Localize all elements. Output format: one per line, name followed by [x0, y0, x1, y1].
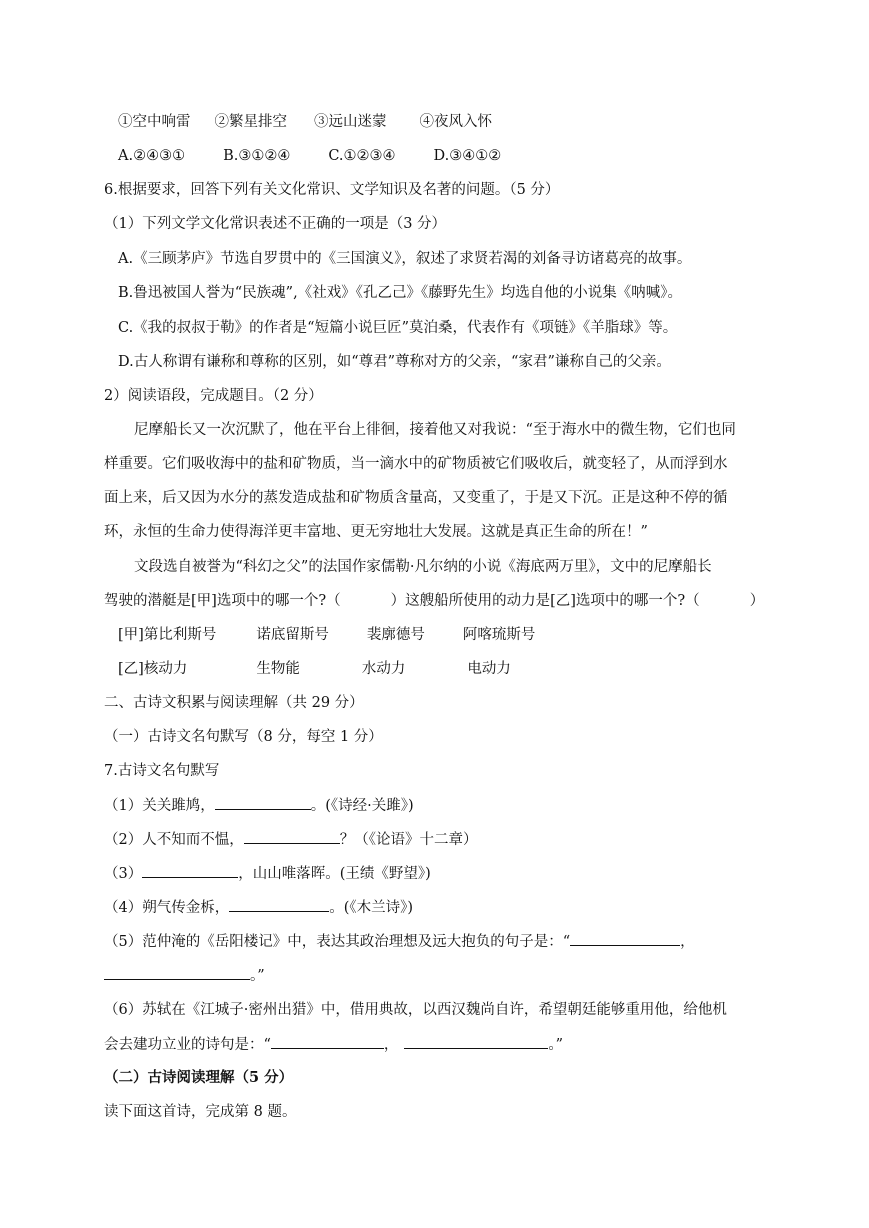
item-text: （1）关关雎鸠，: [104, 798, 215, 814]
q7-item-4: [104, 897, 413, 918]
item-text: ，: [383, 1037, 399, 1053]
q6-sub2-title: 2）阅读语段，完成题目。（2 分）: [104, 388, 323, 404]
q7-item-6: （6）苏轼在《江城子·密州出猎》中，借用典故，以西汉魏尚自许，希望朝廷能够重用他，给他机: [104, 1002, 727, 1018]
passage-line: 面上来，后又因为水分的蒸发造成盐和矿物质含量高，又变重了，于是又下沉。正是这种不停的循: [104, 490, 728, 506]
q8-intro: 读下面这首诗，完成第 8 题。: [104, 1104, 297, 1120]
q5-option: ④夜风入怀: [419, 114, 492, 130]
item-text: （3）: [104, 866, 143, 882]
jia-option: [甲]第比利斯号: [118, 627, 217, 643]
q5-option: ①空中响雷: [118, 114, 191, 130]
passage-line: 环，永恒的生命力使得海洋更丰富地、更无穷地壮大发展。这就是真正生命的所在！”: [104, 524, 648, 540]
fill-blank[interactable]: [142, 863, 238, 878]
yi-option: 电动力: [467, 661, 511, 677]
q7-item-1: [104, 795, 414, 816]
fill-blank[interactable]: [570, 931, 680, 946]
fill-blank[interactable]: [104, 965, 250, 980]
item-text: （5）范仲淹的《岳阳楼记》中，表达其政治理想及远大抱负的句子是：“: [104, 934, 571, 950]
q6-question-line-2: [104, 591, 764, 611]
passage-line: 尼摩船长又一次沉默了，他在平台上徘徊，接着他又对我说：“至于海水中的微生物，它们也同: [134, 422, 736, 438]
q7-item-5: [104, 931, 695, 952]
q5-choice-d: D.③④①②: [433, 148, 502, 164]
q5-choice-c: C.①②③④: [328, 148, 396, 164]
q5-option: ③远山迷蒙: [314, 114, 387, 130]
fill-blank[interactable]: [229, 897, 329, 912]
q7-item-2: [104, 829, 477, 850]
yi-option: [乙]核动力: [118, 661, 188, 677]
q6-option-d: D.古人称谓有谦称和尊称的区别，如“尊君”尊称对方的父亲，“家君”谦称自己的父亲。: [118, 354, 671, 370]
item-text: 。”: [250, 968, 265, 984]
q6-question-line: 文段选自被誉为“科幻之父”的法国作家儒勒·凡尔纳的小说《海底两万里》，文中的尼摩船长: [134, 559, 712, 575]
q7-item-6-cont: [104, 1034, 563, 1055]
q5-option: ②繁星排空: [214, 114, 287, 130]
section2-part2-title: （二）古诗阅读理解（5 分）: [104, 1069, 294, 1086]
fill-blank[interactable]: [244, 829, 340, 844]
item-text: （2）人不知而不愠，: [104, 832, 244, 848]
q6-option-c: C.《我的叔叔于勒》的作者是“短篇小说巨匠”莫泊桑，代表作有《项链》《羊脂球》等。: [118, 320, 678, 336]
q6-option-a: A.《三顾茅庐》节选自罗贯中的《三国演义》，叙述了求贤若渴的刘备寻访诸葛亮的故事。: [118, 251, 692, 267]
q6-title: 6.根据要求，回答下列有关文化常识、文学知识及名著的问题。（5 分）: [104, 182, 560, 198]
q7-item-3: [104, 863, 431, 884]
q5-choice-b: B.③①②④: [223, 148, 291, 164]
q5-options-row: [118, 112, 492, 132]
fill-blank[interactable]: [215, 795, 311, 810]
q6-question-part: ）: [749, 593, 765, 609]
q5-choices-row: [118, 146, 501, 166]
fill-blank[interactable]: [404, 1034, 548, 1049]
passage-line: 样重要。它们吸收海中的盐和矿物质，当一滴水中的矿物质被它们吸收后，就变轻了，从而浮到水: [104, 456, 728, 472]
q6-option-b: B.鲁迅被国人誉为“民族魂”,《社戏》《孔乙己》《藤野先生》均选自他的小说集《呐喊》。: [118, 285, 682, 301]
yi-options-row: [118, 659, 511, 679]
q6-question-part: ）这艘船所使用的动力是[乙]选项中的哪一个?（: [390, 593, 700, 609]
jia-options-row: [118, 625, 535, 645]
item-text: ，: [680, 934, 695, 950]
item-text: ，山山唯落晖。(王绩《野望》): [238, 866, 431, 882]
section2-title: 二、古诗文积累与阅读理解（共 29 分）: [104, 695, 364, 711]
item-text: 。”: [548, 1037, 564, 1053]
q6-question-part: 驾驶的潜艇是[甲]选项中的哪一个?（: [104, 593, 341, 609]
yi-option: 生物能: [256, 661, 300, 677]
jia-option: 阿喀琉斯号: [462, 627, 536, 643]
q5-choice-a: A.②④③①: [118, 148, 186, 164]
jia-option: 诺底留斯号: [256, 627, 329, 643]
jia-option: 裴廓德号: [366, 627, 425, 643]
q7-title: 7.古诗文名句默写: [104, 763, 220, 779]
yi-option: 水动力: [361, 661, 406, 677]
q7-item-5-cont: [104, 965, 265, 986]
item-text: （4）朔气传金柝，: [104, 900, 230, 916]
fill-blank[interactable]: [271, 1034, 384, 1049]
section2-part1-title: （一）古诗文名句默写（8 分，每空 1 分）: [104, 729, 383, 745]
item-text: 会去建功立业的诗句是：“: [104, 1037, 271, 1053]
item-text: 。(《诗经·关雎》): [310, 798, 414, 814]
item-text: 。(《木兰诗》): [329, 900, 414, 916]
q6-sub1-title: （1）下列文学文化常识表述不正确的一项是（3 分）: [104, 216, 447, 232]
item-text: ？（《论语》十二章）: [339, 832, 478, 848]
